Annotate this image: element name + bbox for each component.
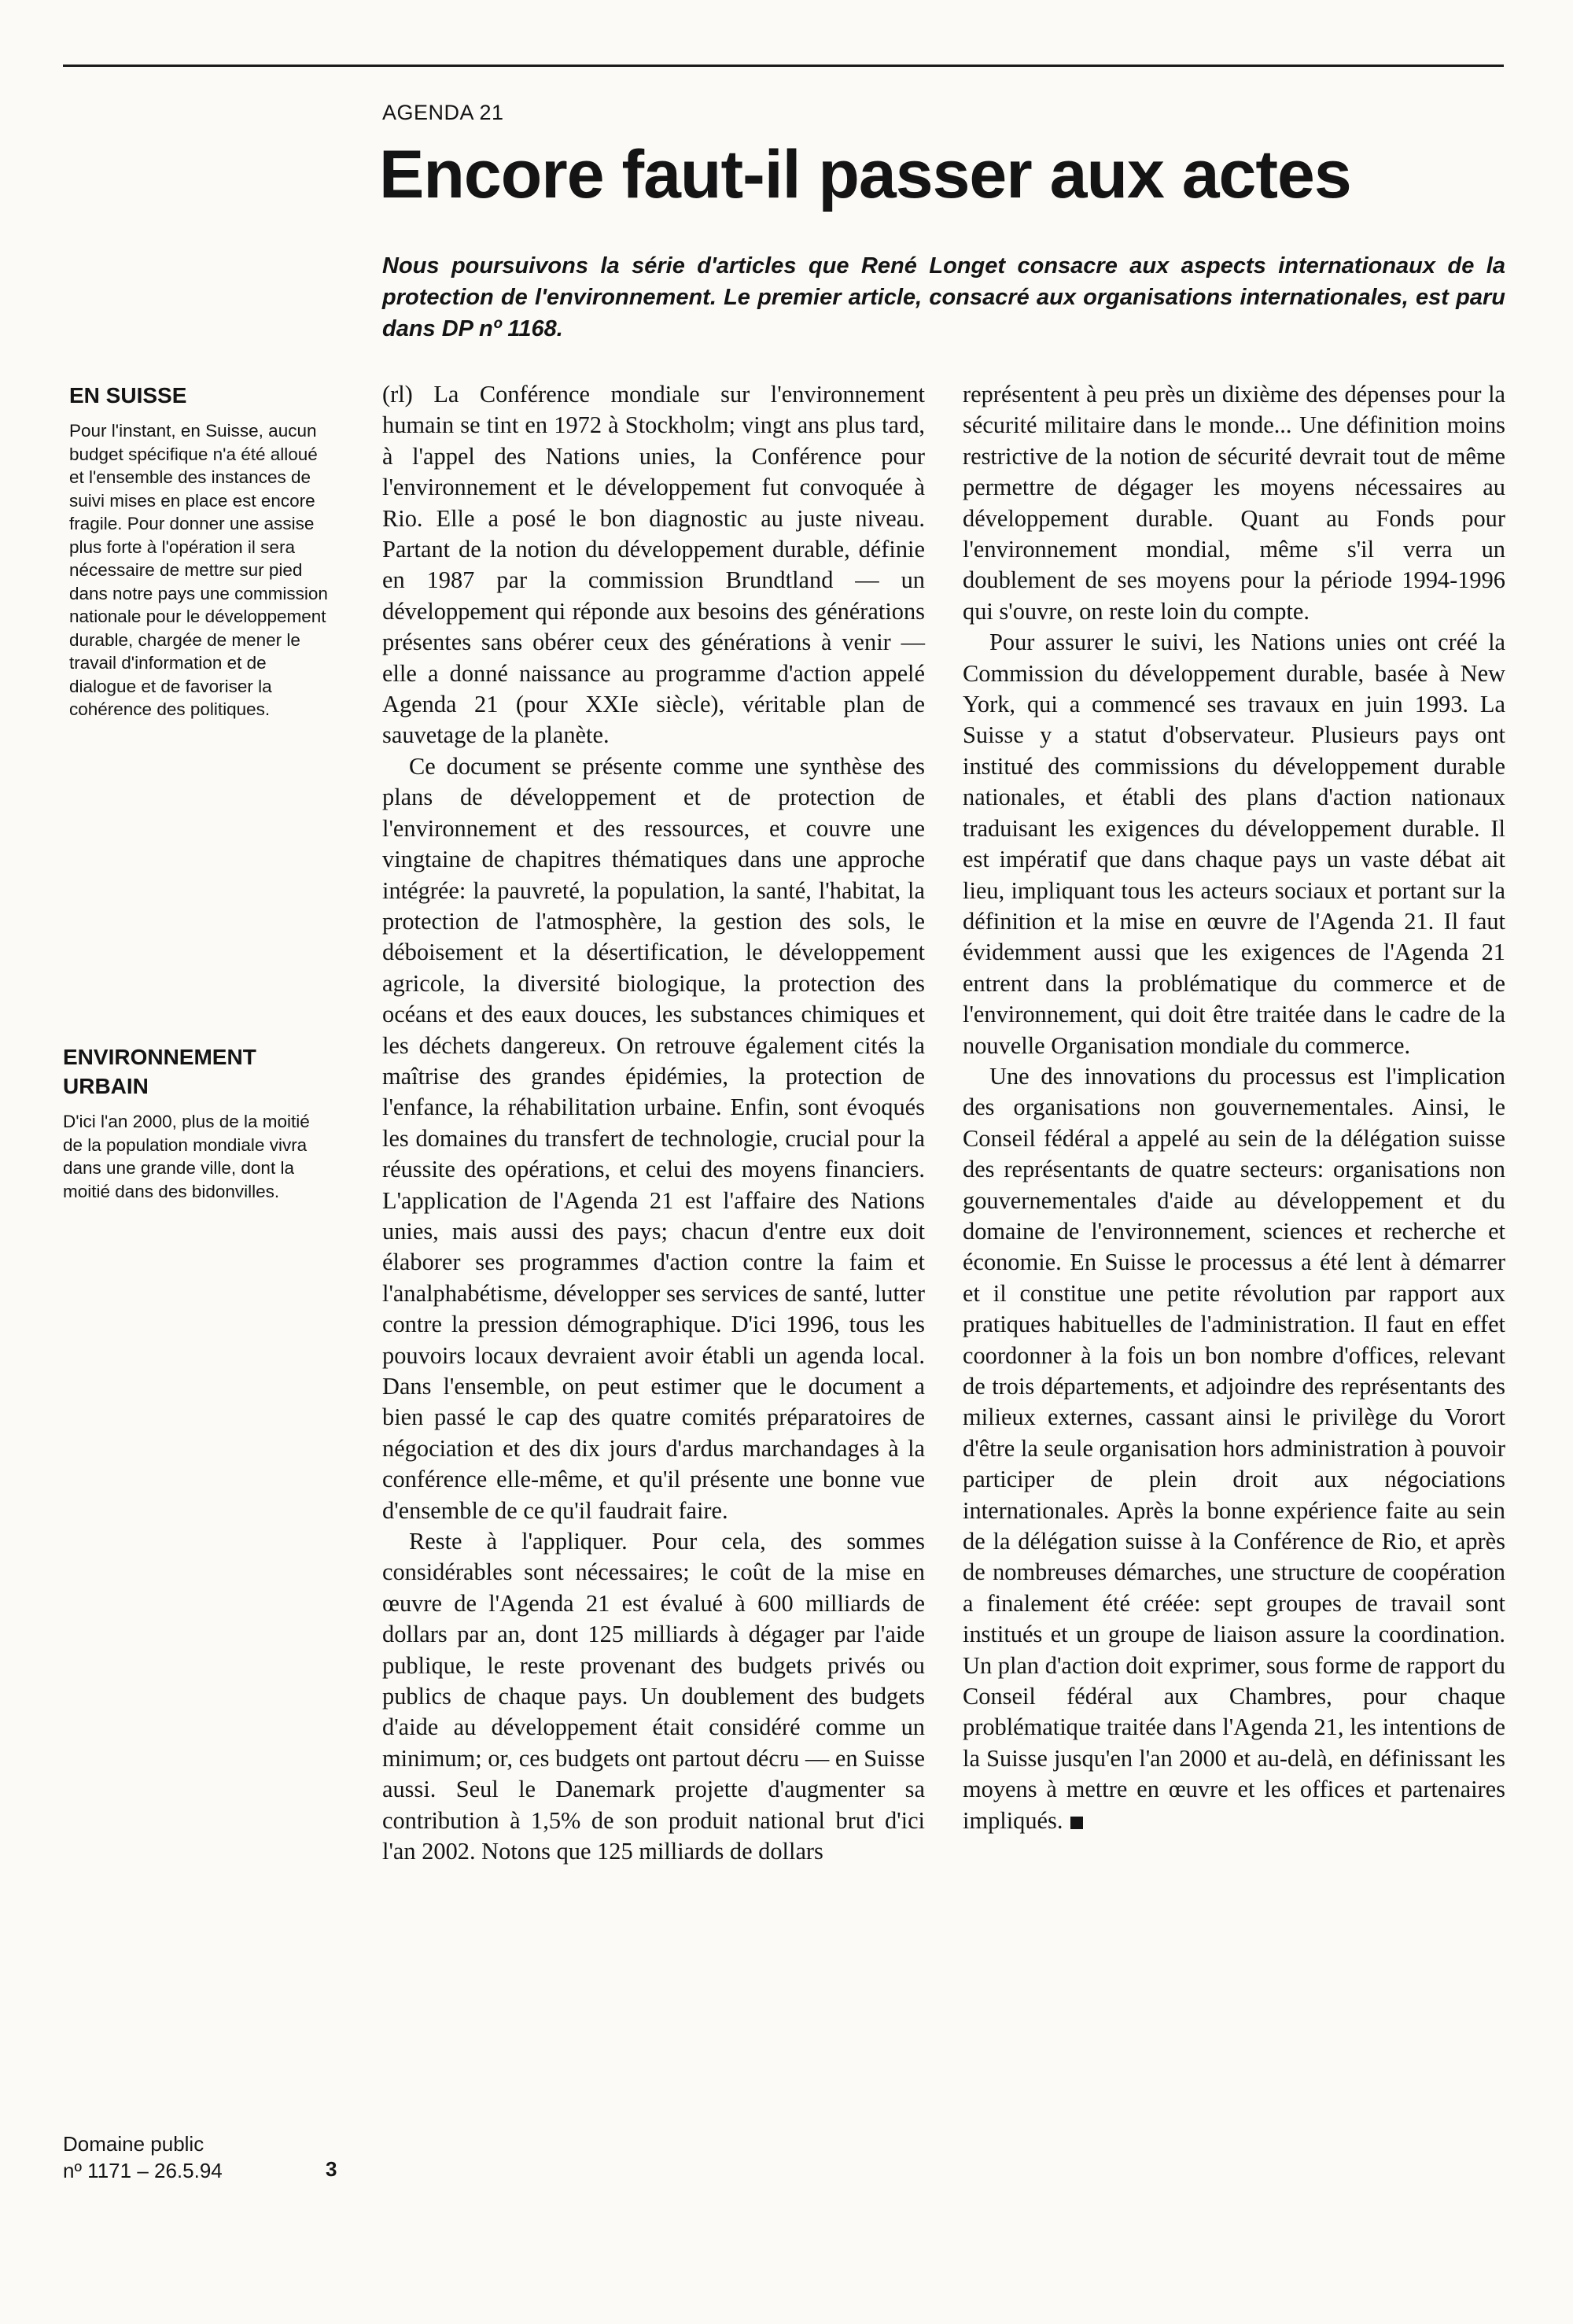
footer bbox=[63, 2130, 346, 2184]
paragraph: Pour assurer le suivi, les Nations unies ont créé la Commission du développement durable, basée à New York, qui a commencé ses travaux en juin 1993. La Suisse y a statut d'observateur. Plusieurs pays ont institué des commissions du développement durable nationales, et établi des plans d'action nationaux traduisant les exigences du développement durable. Il est impératif que dans chaque pays un vaste débat ait lieu, impliquant tous les acteurs sociaux et portant sur la définition et la mise en œuvre de l'Agenda 21. Il faut évidemment aussi que les exigences de l'Agenda 21 entrent dans la problématique du commerce et de l'environnement, qui doit être traitée dans le cadre de la nouvelle Organisation mondiale du commerce. bbox=[963, 629, 1505, 1059]
article-lead: Nous poursuivons la série d'articles que René Longet consacre aux aspects internationaux de la protection de l'environnement. Le premier article, consacré aux organisations internationales, est paru dans DP nº 1168. bbox=[382, 253, 1505, 341]
article-title: Encore faut-il passer aux actes bbox=[379, 137, 1351, 212]
section-kicker: AGENDA 21 bbox=[382, 101, 504, 124]
paragraph: représentent à peu près un dixième des dépenses pour la sécurité militaire dans le monde... Une définition moins restrictive de la notion de sécurité devrait tout de même permettre de dégager les moyens nécessaires au développement durable. Quant au Fonds pour l'environnement mondial, même s'il verra un doublement de ses moyens pour la période 1994-1996 qui s'ouvre, on reste loin du compte. bbox=[963, 381, 1505, 625]
sidebar-body: Pour l'instant, en Suisse, aucun budget spécifique n'a été alloué et l'ensemble des instances de suivi mises en place est encore fragile. Pour donner une assise plus forte à l'opération il sera nécessaire de mettre sur pied dans notre pays une commission nationale pour le développement durable, chargée de mener le travail d'information et de dialogue et de favoriser la cohérence des politiques. bbox=[69, 421, 328, 719]
page-number: 3 bbox=[326, 2157, 337, 2181]
sidebar-en-suisse bbox=[69, 381, 330, 721]
paragraph: Ce document se présente comme une synthèse des plans de développement et de protection de l'environnement et des ressources, et couvre une vingtaine de chapitres thématiques dans une approche intégrée: la pauvreté, la population, la santé, l'habitat, la protection de l'atmosphère, la gestion des sols, le déboisement et la désertification, le développement agricole, la diversité biologique, la protection des océans et des eaux douces, les substances chimiques et les déchets dangereux. On retrouve également cités la maîtrise des grandes épidémies, la protection de l'enfance, la réhabilitation urbaine. Enfin, sont évoqués les domaines du transfert de technologie, crucial pour la réussite des opérations, et celui des moyens financiers. L'application de l'Agenda 21 est l'affaire des Nations unies, mais aussi des pays; chacun d'entre eux doit élaborer ses programmes d'action contre la faim et l'analphabétisme, développer ses services de santé, lutter contre la pression démographique. D'ici 1996, tous les pouvoirs locaux devraient avoir établi un agenda local. Dans l'ensemble, on peut estimer que le document a bien passé le cap des quatre comités préparatoires de négociation et des dix jours d'ardus marchandages à la conférence elle-même, et qu'il présente une bonne vue d'ensemble de ce qu'il faudrait faire. bbox=[382, 752, 925, 1524]
paragraph-text: Une des innovations du processus est l'implication des organisations non gouvernementales. Ainsi, le Conseil fédéral a appelé au sein de la délégation suisse des représentants de quatre secteurs: organisations non gouvernementales d'aide au développement et du domaine de l'environnement, sciences et recherche et économie. En Suisse le processus a été lent à démarrer et il constitue une petite révolution par rapport aux pratiques habituelles de l'administration. Il faut en effet coordonner à la fois un bon nombre d'offices, relevant de trois départements, et adjoindre des représentants des milieux externes, cassant ainsi le privilège du Vorort d'être la seule organisation hors administration à pouvoir participer de plein droit aux négociations internationales. Après la bonne expérience faite au sein de la délégation suisse à la Conférence de Rio, et après de nombreuses démarches, une structure de coopération a finalement été créée: sept groupes de travail sont institués et un groupe de liaison assure la coordination. Un plan d'action doit exprimer, sous forme de rapport du Conseil fédéral aux Chambres, pour chaque problématique traitée dans l'Agenda 21, les intentions de la Suisse jusqu'en l'an 2000 et au-delà, en définissant les moyens à mettre en œuvre et les offices et partenaires impliqués. bbox=[963, 1062, 1505, 1834]
article-column-2 bbox=[963, 379, 1505, 1836]
paragraph: (rl) La Conférence mondiale sur l'environnement humain se tint en 1972 à Stockholm; vingt ans plus tard, à l'appel des Nations unies, la Conférence pour l'environnement et le développement fut convoquée à Rio. Elle a posé le bon diagnostic au juste niveau. Partant de la notion du développement durable, définie en 1987 par la commission Brundtland — un développement qui réponde aux besoins des générations présentes sans obérer ceux des générations à venir — elle a donné naissance au programme d'action appelé Agenda 21 (pour XXIe siècle), véritable plan de sauvetage de la planète. bbox=[382, 381, 925, 749]
sidebar-heading: EN SUISSE bbox=[69, 383, 187, 408]
sidebar-environnement-urbain bbox=[63, 1042, 330, 1203]
end-of-article-mark bbox=[1070, 1817, 1083, 1829]
paragraph-last bbox=[963, 1061, 1505, 1836]
publication-name: Domaine public bbox=[63, 2132, 204, 2156]
sidebar-body: D'ici l'an 2000, plus de la moitié de la population mondiale vivra dans une grande ville, dont la moitié dans des bidonvilles. bbox=[63, 1112, 310, 1201]
paragraph: Reste à l'appliquer. Pour cela, des sommes considérables sont nécessaires; le coût de la mise en œuvre de l'Agenda 21 est évalué à 600 milliards de dollars par an, dont 125 milliards à dégager par l'aide publique, le reste provenant des budgets privés ou publics de chaque pays. Un doublement des budgets d'aide au développement était considéré comme un minimum; or, ces budgets ont partout décru — en Suisse aussi. Seul le Danemark projette d'augmenter sa contribution à 1,5% de son produit national brut d'ici l'an 2002. Notons que 125 milliards de dollars bbox=[382, 1528, 925, 1865]
article-column-1 bbox=[382, 379, 925, 1868]
issue-info: nº 1171 – 26.5.94 bbox=[63, 2159, 223, 2182]
sidebar-heading: ENVIRONNEMENT URBAIN bbox=[63, 1045, 256, 1098]
top-rule bbox=[63, 65, 1504, 67]
